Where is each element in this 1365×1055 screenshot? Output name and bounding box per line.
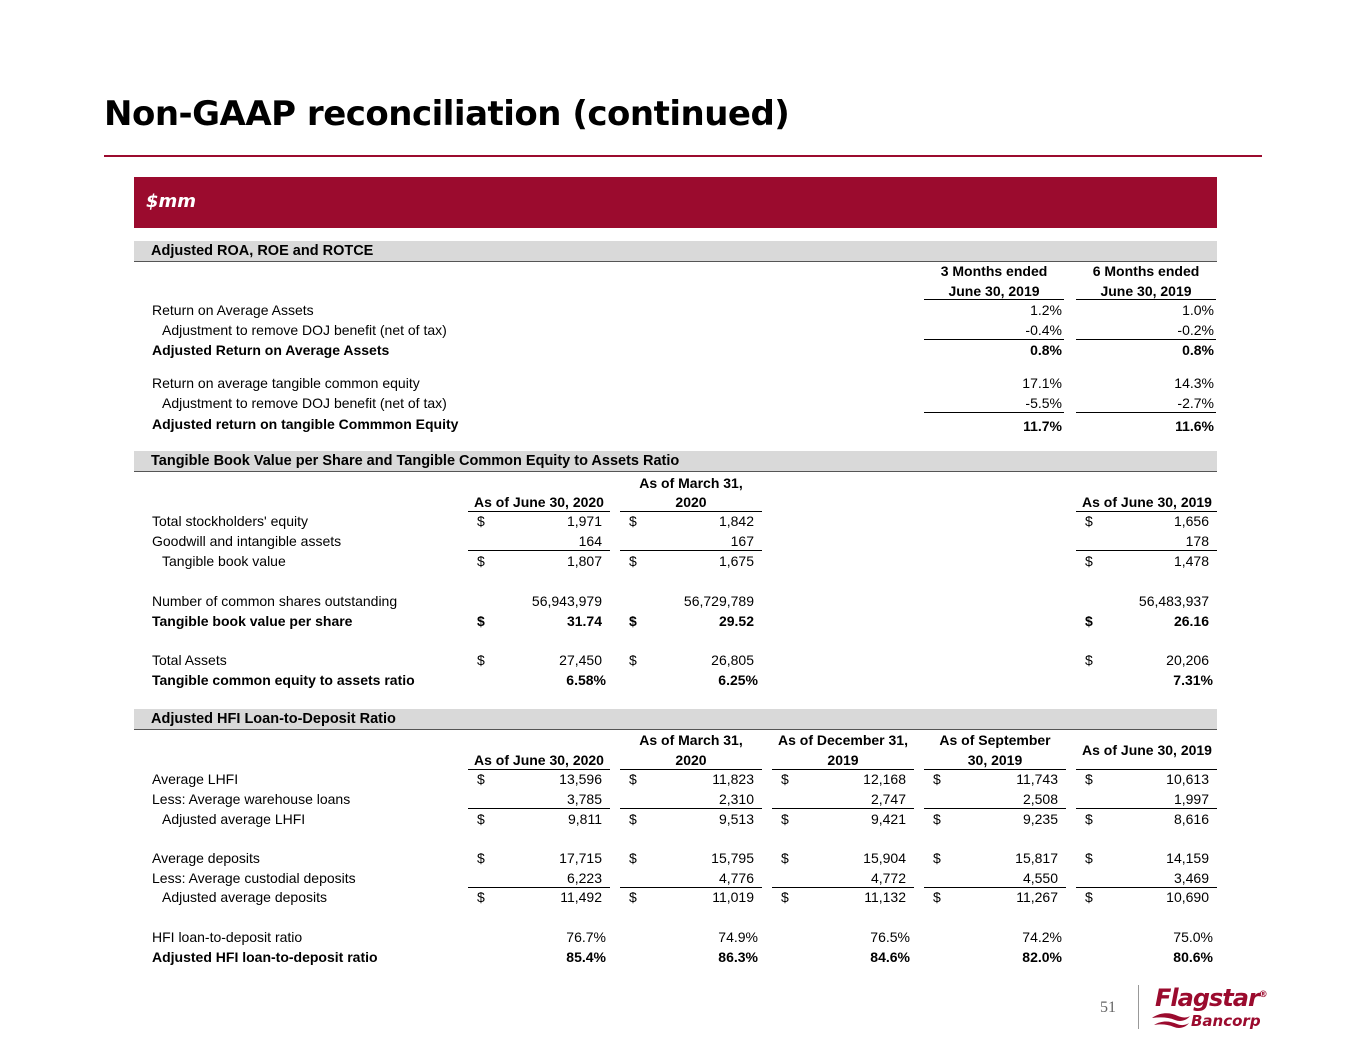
col-header-dec2019: As of December 31, (778, 732, 908, 748)
col-header-6mo-date: June 30, 2019 (1100, 283, 1192, 299)
subtotal-rule (620, 550, 762, 551)
subtotal-rule (1076, 412, 1216, 413)
subtotal-rule (1076, 550, 1217, 551)
subtotal-rule (924, 887, 1066, 888)
col-header-jun2019: As of June 30, 2019 (1082, 742, 1212, 758)
flagstar-logo (1150, 984, 1265, 1034)
col-header-jun2020: As of June 30, 2020 (474, 494, 604, 510)
col-header-6mo: 6 Months ended (1092, 263, 1200, 279)
logo-subtitle: Bancorp (1191, 1012, 1261, 1030)
subtotal-rule (620, 887, 762, 888)
subtotal-rule (772, 887, 914, 888)
section-header-ltd: Adjusted HFI Loan-to-Deposit Ratio (134, 709, 1217, 730)
subtotal-rule (1076, 887, 1217, 888)
header-rule (468, 769, 610, 770)
subtotal-rule (1076, 339, 1216, 340)
header-rule (620, 511, 762, 512)
flag-swoosh-icon (1150, 1010, 1192, 1032)
title-divider (104, 155, 1262, 157)
header-rule (1076, 299, 1216, 300)
section-header-roa: Adjusted ROA, ROE and ROTCE (134, 241, 1217, 262)
subtotal-rule (772, 808, 914, 809)
subtotal-rule (468, 887, 610, 888)
col-header-mar2020: As of March 31, (639, 475, 743, 491)
col-header-sep2019: As of September (939, 732, 1051, 748)
subtotal-rule (924, 808, 1066, 809)
col-header-jun2019: As of June 30, 2019 (1082, 494, 1212, 510)
units-banner (134, 177, 1217, 228)
header-rule (1076, 769, 1217, 770)
logo-wordmark: Flagstar® (1155, 984, 1267, 1012)
col-header-mar2020: As of March 31, (639, 732, 743, 748)
subtotal-rule (1076, 808, 1217, 809)
col-header-jun2020: As of June 30, 2020 (474, 752, 604, 768)
col-header-sep2019-date: 30, 2019 (967, 752, 1023, 768)
header-rule (1076, 511, 1217, 512)
section-header-tbv: Tangible Book Value per Share and Tangible Common Equity to Assets Ratio (134, 451, 1217, 472)
units-label: $mm (146, 191, 197, 212)
subtotal-rule (924, 339, 1064, 340)
subtotal-rule (468, 808, 610, 809)
header-rule (772, 769, 914, 770)
subtotal-rule (924, 412, 1064, 413)
header-rule (620, 769, 762, 770)
subtotal-rule (468, 550, 610, 551)
header-rule (468, 511, 610, 512)
col-header-mar2020-year: 2020 (675, 494, 707, 510)
header-rule (924, 769, 1066, 770)
subtotal-rule (620, 808, 762, 809)
page-title: Non-GAAP reconciliation (continued) (104, 94, 790, 134)
footer-divider (1138, 985, 1139, 1029)
col-header-3mo: 3 Months ended (940, 263, 1048, 279)
col-header-3mo-date: June 30, 2019 (948, 283, 1040, 299)
col-header-dec2019-year: 2019 (827, 752, 859, 768)
col-header-mar2020-year: 2020 (675, 752, 707, 768)
header-rule (924, 299, 1064, 300)
page-number: 51 (1100, 999, 1116, 1016)
